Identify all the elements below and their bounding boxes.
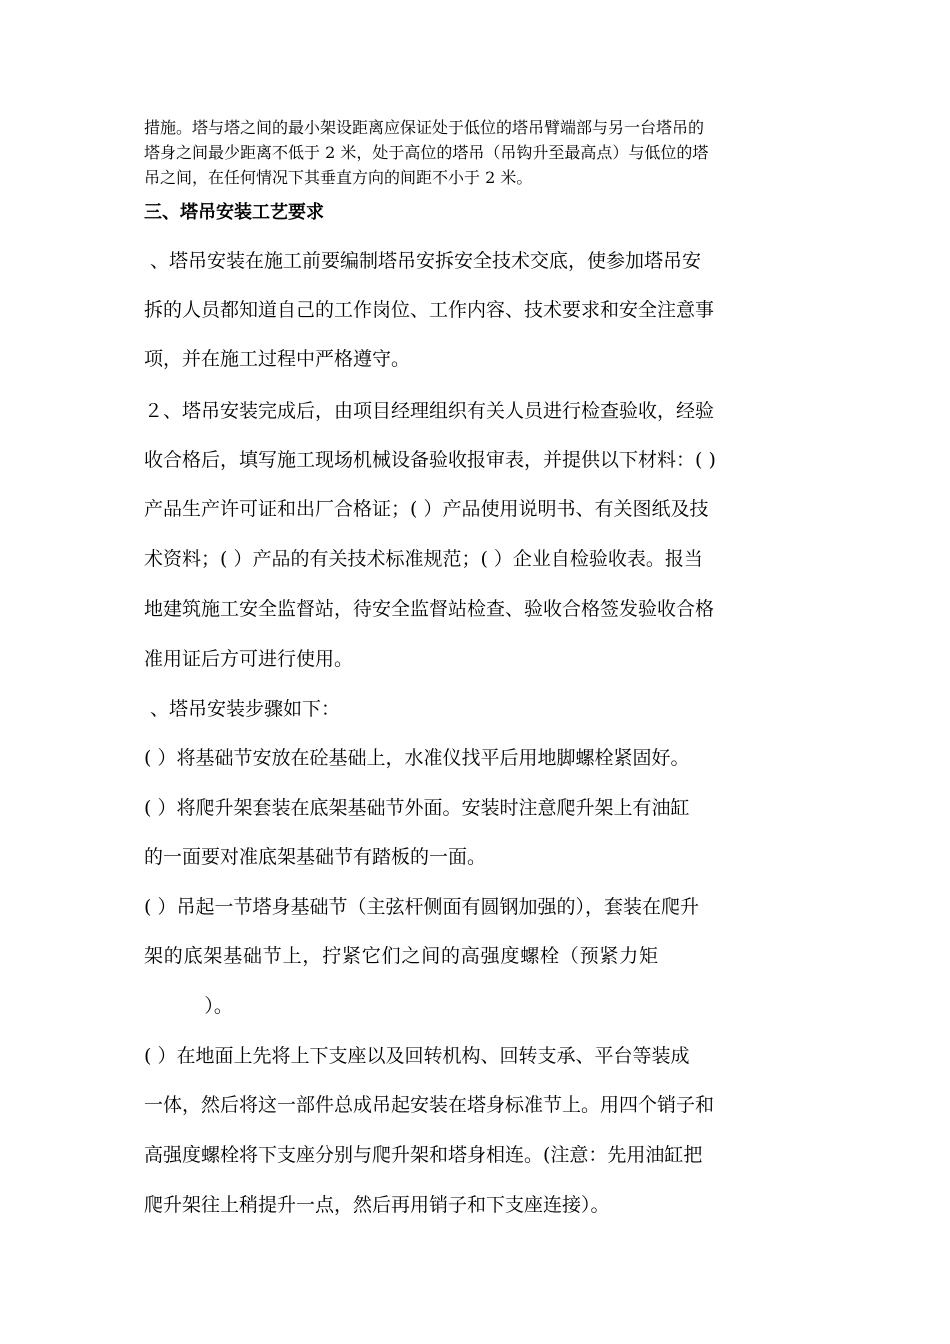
text-line: 、塔吊安装步骤如下： <box>150 698 341 720</box>
text-line: 收合格后，填写施工现场机械设备验收报审表，并提供以下材料：( ) <box>144 449 716 471</box>
text-line: 的一面要对准底架基础节有踏板的一面。 <box>144 846 487 868</box>
text-line: 高强度螺栓将下支座分别与爬升架和塔身相连。(注意：先用油缸把 <box>144 1144 703 1166</box>
text-line: ２、塔吊安装完成后，由项目经理组织有关人员进行检查验收，经验 <box>144 400 715 422</box>
text-line: 地建筑施工安全监督站，待安全监督站检查、验收合格签发验收合格 <box>144 598 715 620</box>
text-line: 产品生产许可证和出厂合格证；( ）产品使用说明书、有关图纸及技 <box>144 498 709 520</box>
text-line: 爬升架往上稍提升一点，然后再用销子和下支座连接）。 <box>144 1194 610 1216</box>
text-line: 项，并在施工过程中严格遵守。 <box>144 348 411 370</box>
text-line: 架的底架基础节上，拧紧它们之间的高强度螺栓（预紧力矩 <box>144 945 659 967</box>
text-line: 术资料；( ）产品的有关技术标准规范；( ）企业自检验收表。报当 <box>144 548 703 570</box>
text-line: 准用证后方可进行使用。 <box>144 648 354 670</box>
section-heading: 三、塔吊安装工艺要求 <box>144 202 324 223</box>
text-line: ）。 <box>144 995 233 1017</box>
text-line: 吊之间，在任何情况下其垂直方向的间距不小于 2 米。 <box>144 168 533 187</box>
text-line: ( ）将爬升架套装在底架基础节外面。安装时注意爬升架上有油缸 <box>144 797 690 819</box>
text-line: 拆的人员都知道自己的工作岗位、工作内容、技术要求和安全注意事 <box>144 299 715 321</box>
text-line: 措施。塔与塔之间的最小架设距离应保证处于低位的塔吊臂端部与另一台塔吊的 <box>144 118 705 137</box>
text-line: 一体，然后将这一部件总成吊起安装在塔身标准节上。用四个销子和 <box>144 1094 715 1116</box>
text-line: ( ）吊起一节塔身基础节（主弦杆侧面有圆钢加强的），套装在爬升 <box>144 896 699 918</box>
text-line: ( ）在地面上先将上下支座以及回转机构、回转支承、平台等装成 <box>144 1045 690 1067</box>
text-line: 、塔吊安装在施工前要编制塔吊安拆安全技术交底，使参加塔吊安 <box>150 250 702 272</box>
text-line: 塔身之间最少距离不低于 2 米，处于高位的塔吊（吊钩升至最高点）与低位的塔 <box>144 143 709 162</box>
text-line: ( ）将基础节安放在砼基础上，水准仪找平后用地脚螺栓紧固好。 <box>144 747 690 769</box>
